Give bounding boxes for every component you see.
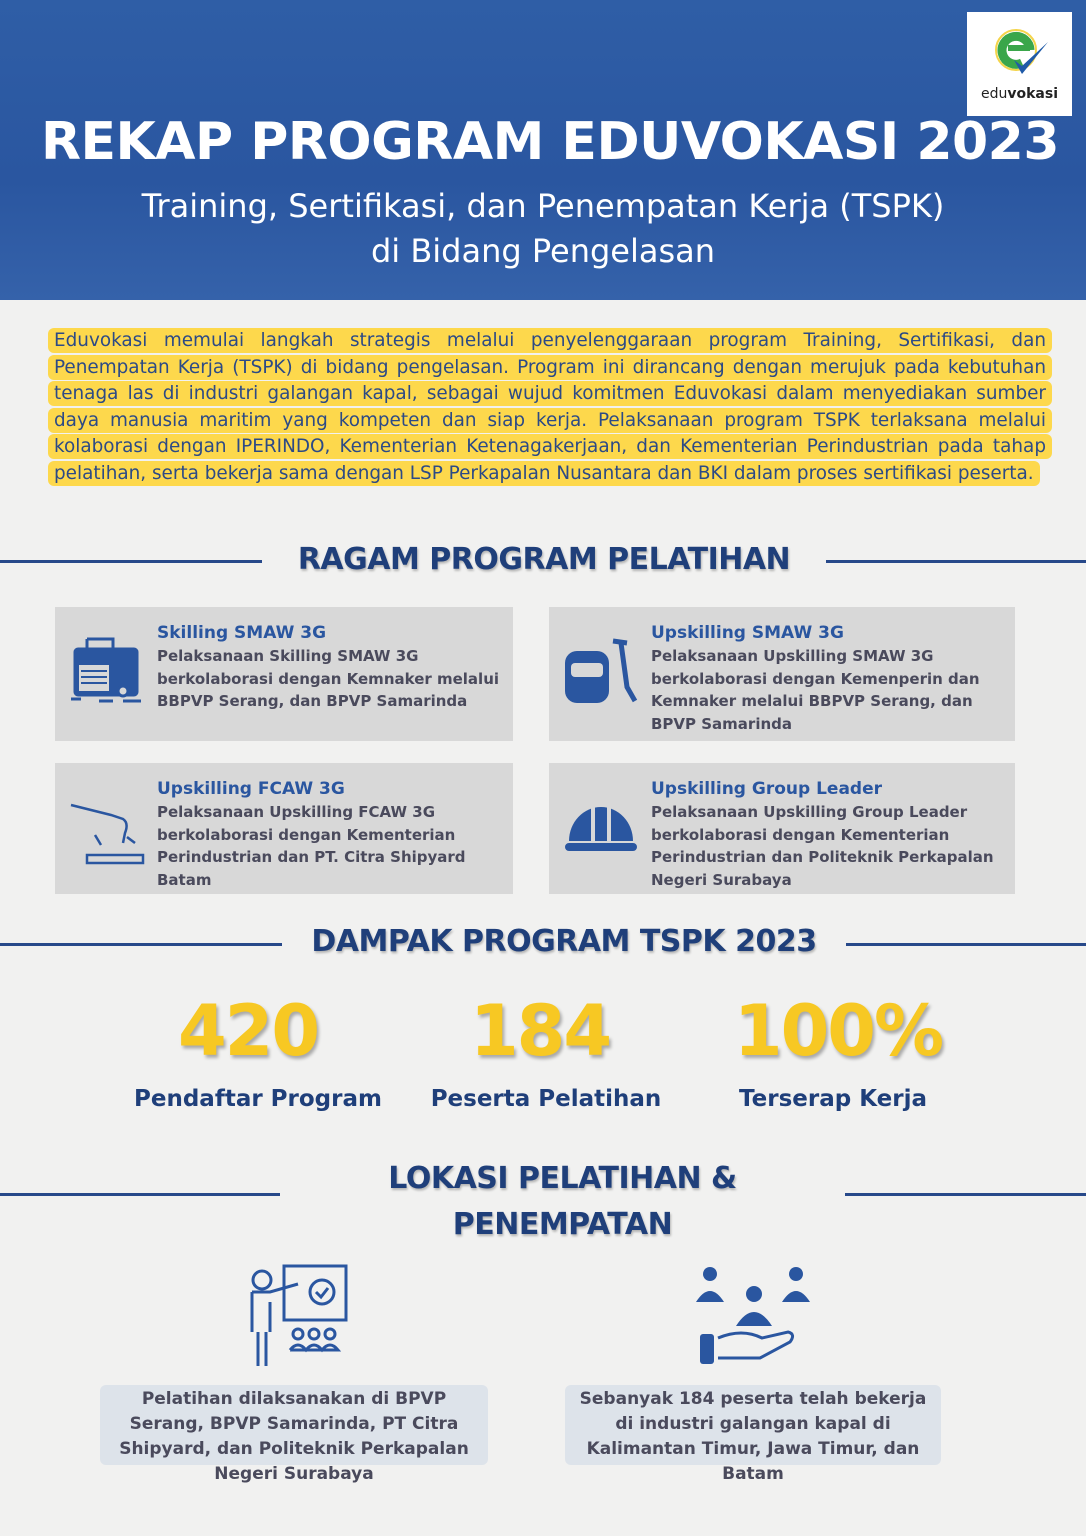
page-title: REKAP PROGRAM EDUVOKASI 2023 — [40, 112, 1060, 172]
location-training-text: Pelatihan dilaksanakan di BPVP Serang, BPVP Samarinda, PT Citra Shipyard, dan Politeknik Perkapalan Negeri Surabaya — [100, 1385, 488, 1465]
stat-participants-value: 184 — [469, 990, 611, 1072]
divider-left — [0, 560, 262, 563]
location-placement-text: Sebanyak 184 peserta telah bekerja di industri galangan kapal di Kalimantan Timur, Jawa Timur, dan Batam — [565, 1385, 941, 1465]
stat-employed-value: 100% — [733, 990, 943, 1072]
training-presentation-icon — [238, 1262, 352, 1370]
program-card — [55, 607, 513, 741]
divider-left — [0, 943, 282, 946]
subtitle-line-2: di Bidang Pengelasan — [370, 232, 716, 270]
welding-torch-icon — [67, 785, 147, 865]
stat-registrants-value: 420 — [177, 990, 319, 1072]
welding-machine-icon — [67, 629, 147, 709]
location-title-line-2: PENEMPATAN — [452, 1207, 673, 1242]
intro-text: Eduvokasi memulai langkah strategis melalui penyelenggaraan program Training, Sertifikasi, dan Penempatan Kerja (TSPK) di bidang pengelasan. Program ini dirancang dengan merujuk pada kebutuhan tenaga las di industri galangan kapal, sebagai wujud komitmen Eduvokasi dalam menyediakan sumber daya manusia maritim yang kompeten dan siap kerja. Pelaksanaan program TSPK terlaksana melalui kolaborasi dengan IPERINDO, Kementerian Ketenagakerjaan, dan Kementerian Perindustrian pada tahap pelatihan, serta bekerja sama dengan LSP Perkapalan Nusantara dan BKI dalam proses sertifikasi peserta. — [48, 328, 1052, 486]
program-desc: Pelaksanaan Upskilling Group Leader berkolaborasi dengan Kementerian Perindustrian dan Politeknik Perkapalan Negeri Surabaya — [651, 803, 994, 889]
intro-paragraph — [48, 328, 1052, 488]
program-card — [549, 763, 1015, 894]
stat-employed-label: Terserap Kerja — [739, 1086, 927, 1112]
program-card — [549, 607, 1015, 741]
logo-text — [981, 86, 1058, 102]
hand-people-icon — [692, 1262, 814, 1368]
program-card — [55, 763, 513, 894]
location-title — [280, 1156, 845, 1248]
logo-e-check-icon — [988, 26, 1052, 82]
impact-title: DAMPAK PROGRAM TSPK 2023 — [311, 924, 817, 959]
program-desc: Pelaksanaan Upskilling SMAW 3G berkolaborasi dengan Kemenperin dan Kemnaker melalui BBPVP Serang, dan BPVP Samarinda — [651, 647, 980, 733]
page-subtitle — [0, 184, 1086, 274]
location-title-line-1: LOKASI PELATIHAN & — [388, 1161, 737, 1196]
program-desc: Pelaksanaan Skilling SMAW 3G berkolaborasi dengan Kemnaker melalui BBPVP Serang, dan BPVP Samarinda — [157, 647, 500, 710]
program-title: Upskilling Group Leader — [651, 779, 883, 799]
divider-right — [846, 943, 1086, 946]
stat-participants-label: Peserta Pelatihan — [430, 1086, 662, 1112]
divider-right — [826, 560, 1086, 563]
subtitle-line-1: Training, Sertifikasi, dan Penempatan Kerja (TSPK) — [141, 187, 945, 225]
program-title: Skilling SMAW 3G — [157, 623, 327, 643]
divider-left — [0, 1193, 280, 1196]
divider-right — [845, 1193, 1086, 1196]
eduvokasi-logo — [967, 12, 1072, 116]
program-desc: Pelaksanaan Upskilling FCAW 3G berkolaborasi dengan Kementerian Perindustrian dan PT. Citra Shipyard Batam — [157, 803, 466, 889]
hard-hat-icon — [561, 785, 641, 865]
stat-registrants-label: Pendaftar Program — [134, 1086, 382, 1112]
program-title: Upskilling SMAW 3G — [651, 623, 844, 643]
logo-text-light: edu — [980, 86, 1008, 102]
logo-text-bold: vokasi — [1007, 86, 1058, 102]
welding-mask-icon — [561, 629, 641, 709]
programs-title: RAGAM PROGRAM PELATIHAN — [297, 542, 791, 577]
program-title: Upskilling FCAW 3G — [157, 779, 345, 799]
